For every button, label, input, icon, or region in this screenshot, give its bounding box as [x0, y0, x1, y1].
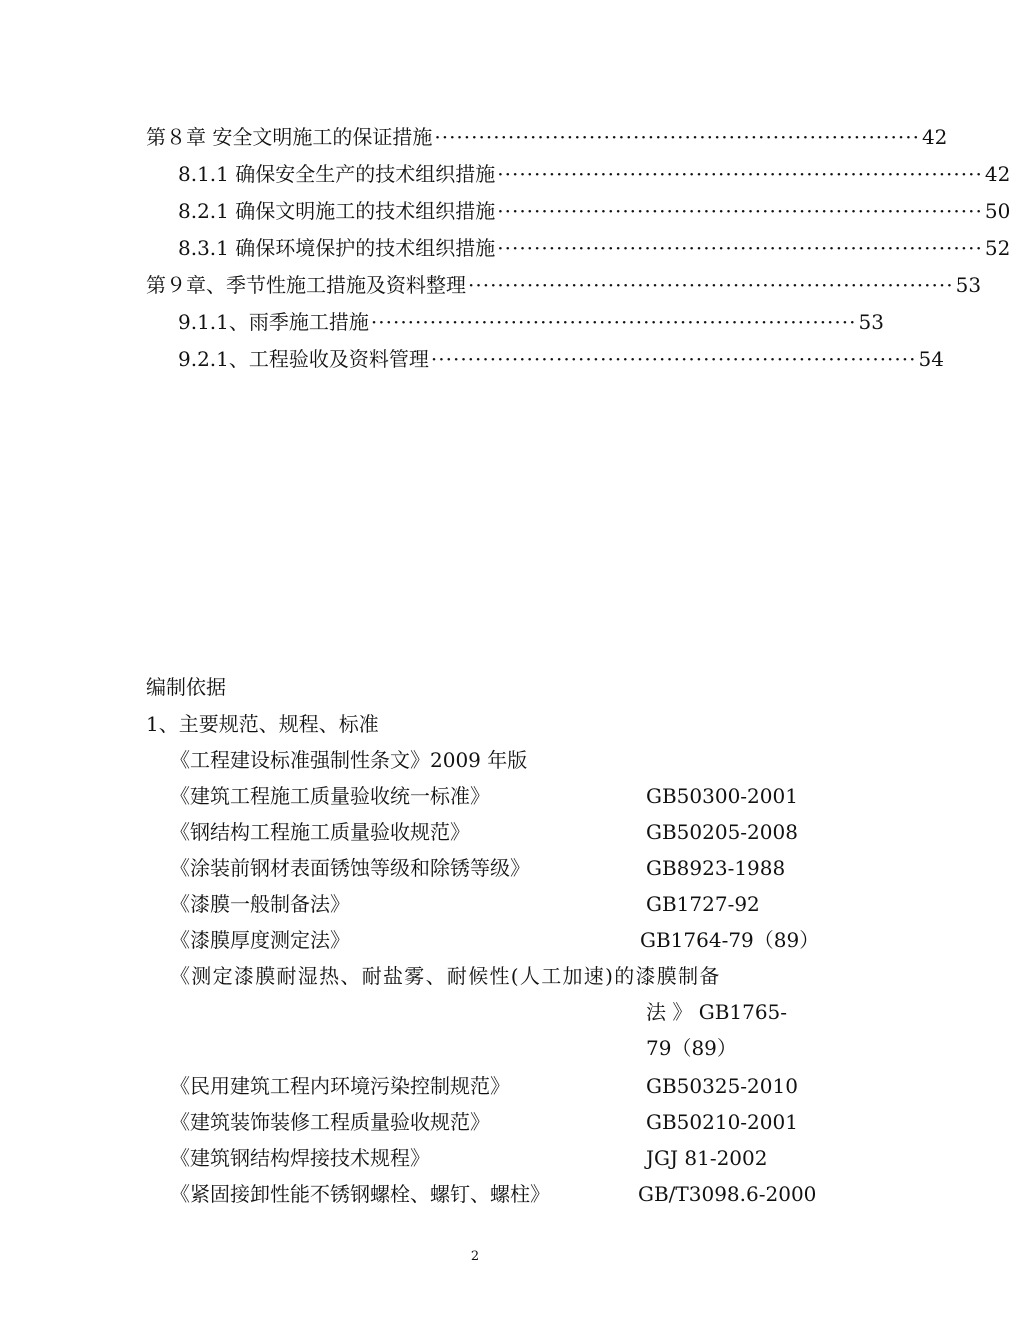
standard-code: GB/T3098.6-2000 — [638, 1182, 817, 1206]
standard-code: GB50300-2001 — [646, 784, 798, 808]
standard-name: 《紧固接卸性能不锈钢螺栓、螺钉、螺柱》 — [170, 1182, 550, 1206]
standard-name: 《涂装前钢材表面锈蚀等级和除锈等级》 — [170, 856, 530, 880]
standard-code: GB1764-79（89） — [640, 928, 820, 952]
toc-entry-8-1-1[interactable] — [178, 160, 1010, 188]
toc-entry-page: 42 — [921, 125, 948, 149]
toc-leader-dots: ·································································· — [468, 273, 954, 297]
toc-leader-dots: ·································································· — [497, 162, 983, 186]
toc-entry-8-3-1[interactable] — [178, 234, 1010, 262]
toc-entry-title: 9.2.1、工程验收及资料管理 — [178, 347, 429, 371]
toc-entry-title: 9.1.1、雨季施工措施 — [178, 310, 369, 334]
standard-code: 法 》 GB1765- — [646, 1000, 788, 1024]
toc-entry-8-2-1[interactable] — [178, 197, 1010, 225]
toc-entry-title: 第９章、季节性施工措施及资料整理 — [146, 273, 466, 297]
standard-code: GB50205-2008 — [646, 820, 798, 844]
standard-name: 《钢结构工程施工质量验收规范》 — [170, 820, 470, 844]
toc-entry-title: 8.2.1 确保文明施工的技术组织措施 — [178, 199, 496, 223]
toc-entry-9-1-1[interactable] — [178, 308, 884, 336]
standard-code: 79（89） — [646, 1036, 737, 1060]
toc-entry-page: 52 — [984, 236, 1010, 260]
toc-entry-page: 42 — [984, 162, 1010, 186]
toc-entry-page: 50 — [984, 199, 1010, 223]
toc-entry-9-2-1[interactable] — [178, 345, 944, 373]
standard-code: GB50325-2010 — [646, 1074, 798, 1098]
standard-code: JGJ 81-2002 — [646, 1146, 768, 1170]
standard-code: GB50210-2001 — [646, 1110, 798, 1134]
standard-name: 《漆膜厚度测定法》 — [170, 928, 350, 952]
toc-entry-page: 53 — [955, 273, 982, 297]
standard-name: 《建筑钢结构焊接技术规程》 — [170, 1146, 430, 1170]
toc-entry-page: 54 — [918, 347, 944, 371]
standard-code: GB1727-92 — [646, 892, 760, 916]
standard-name: 《民用建筑工程内环境污染控制规范》 — [170, 1074, 510, 1098]
toc-entry-chapter-9[interactable] — [146, 271, 982, 299]
standard-name: 《建筑工程施工质量验收统一标准》 — [170, 784, 490, 808]
section-subheading: 1、主要规范、规程、标准 — [146, 712, 379, 736]
toc-entry-page: 53 — [858, 310, 884, 334]
standard-name: 《测定漆膜耐湿热、耐盐雾、耐候性(人工加速)的漆膜制备 — [170, 964, 721, 988]
standard-name: 《建筑装饰装修工程质量验收规范》 — [170, 1110, 490, 1134]
toc-entry-title: 8.3.1 确保环境保护的技术组织措施 — [178, 236, 496, 260]
section-heading: 编制依据 — [146, 675, 226, 699]
page-number: 2 — [470, 1249, 480, 1264]
toc-leader-dots: ·································································· — [370, 310, 857, 334]
toc-leader-dots: ·································································· — [430, 347, 917, 371]
toc-leader-dots: ·································································· — [497, 236, 983, 260]
standard-name: 《漆膜一般制备法》 — [170, 892, 350, 916]
toc-entry-chapter-8[interactable] — [146, 123, 948, 151]
toc-leader-dots: ·································································· — [497, 199, 983, 223]
toc-entry-title: 第８章 安全文明施工的保证措施 — [146, 125, 433, 149]
toc-leader-dots: ·································································· — [434, 125, 920, 149]
toc-entry-title: 8.1.1 确保安全生产的技术组织措施 — [178, 162, 496, 186]
standard-code: GB8923-1988 — [646, 856, 786, 880]
standard-name: 《工程建设标准强制性条文》2009 年版 — [170, 748, 528, 772]
